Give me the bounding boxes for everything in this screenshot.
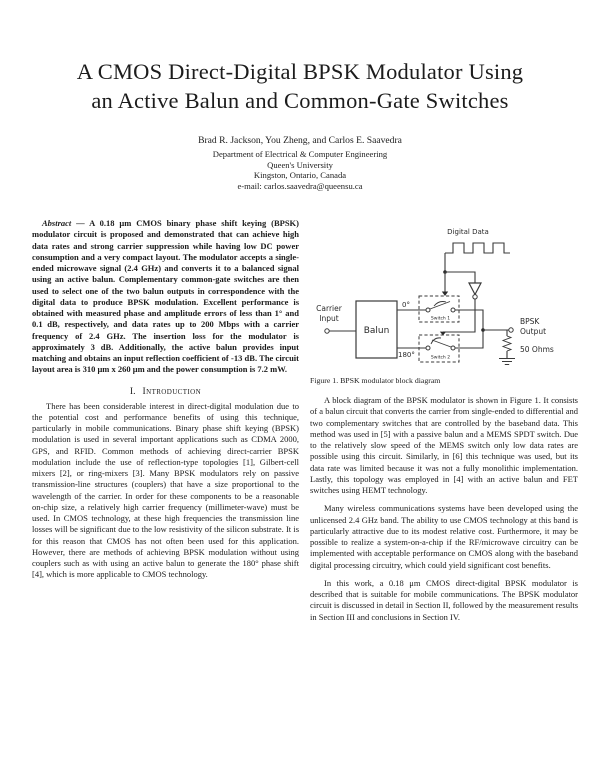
switch2-right-terminal: [451, 346, 455, 350]
abstract-paragraph: [32, 218, 299, 376]
affiliation-university: Queen's University: [267, 159, 333, 170]
paper-title: [0, 57, 600, 115]
figure1-caption: Figure 1. BPSK modulator block diagram: [310, 376, 441, 385]
section-number: I.: [129, 385, 136, 397]
body-paragraph-1: A block diagram of the BPSK modulator is shown in Figure 1. It consists of a balun circuit that converts the carrier from single-ended to differential and two complementary switches that are controlled by the baseband data. This method was used in [5] with a passive balun and a MEMS SPDT switch. Due to the relatively slow speed of the MEMS switch only low data rates are possible using this circuit. Similarly, in [6] this technique was used, but its data rate was limited because it was not a fully monolithic implementation. Lastly, this topology was employed in [4] with an active balun and FET switches using HEMT technology.: [310, 395, 578, 495]
affiliation-city: Kingston, Ontario, Canada: [253, 170, 347, 181]
load-label: 50 Ohms: [520, 345, 554, 354]
resistor-icon: [503, 336, 511, 351]
switch2-label: Switch 2: [430, 355, 451, 361]
section-title: Introduction: [142, 385, 202, 397]
inverter-bubble: [473, 295, 477, 299]
authors-line: Brad R. Jackson, You Zheng, and Carlos E. Saavedra: [198, 135, 402, 146]
switch1-right-terminal: [451, 308, 455, 312]
carrier-label-line1: Carrier: [316, 304, 342, 313]
carrier-input-terminal: [325, 329, 329, 333]
intro-paragraph-1: There has been considerable interest in direct-digital modulation due to the potential cost and performance benefits of using this technique, particularly in mobile communications. Binary phase shift keying (BPSK) modulation is used in several important applications such as CDMA 2000, GPS, and RFID. Common methods of achieving direct-carrier BPSK modulation include the use of reflection-type topologies [1], Gilbert-cell mixers [2], or ring-mixers [3]. Many BPSK modulators rely on passive transmission-line structures (couplers) that have a size proportional to the wavelength of the carrier. In order for these components to be a reasonable on-chip size, a relatively high carrier frequency (millimeter-wave) must be used. In CMOS technology, at these high frequencies the transmission line losses will be significant due to the low resistivity of the silicon substrate. It is for this reason that CMOS has not often been used for this application. However, there are methods of achieving BPSK modulation without using couplers such as with using an active balun to generate the 180° phase shift [4], which is more applicable to CMOS technology.: [32, 400, 299, 580]
balun-label: Balun: [363, 326, 390, 336]
phase-0-label: 0°: [402, 301, 410, 309]
paper-title-line1: A CMOS Direct-Digital BPSK Modulator Using: [76, 59, 524, 84]
affiliation-email: e-mail: carlos.saavedra@queensu.ca: [237, 180, 363, 191]
data-to-inverter-wire: [445, 272, 475, 283]
digital-data-label: Digital Data: [447, 228, 489, 236]
bpsk-output-terminal: [509, 328, 513, 332]
figure1-diagram: [310, 222, 578, 374]
abstract-text: — A 0.18 μm CMOS binary phase shift keying (BPSK) modulator circuit is proposed and demonstrated that can achieve high data rates and strong carrier suppression while having low DC power consumption and a very compact layout. The modulator accepts a single-ended microwave signal (2.4 GHz) and converts it to a balanced signal using an active balun. Complementary common-gate switches are then used to select one of the two balun outputs in correspondence with the digital data to produce BPSK modulation. Excellent performance is obtained with measured phase and amplitude errors of less than 1° and 0.1 dB, respectively, and data rates up to 200 Mbps with a carrier frequency of 2.4 GHz. The insertion loss for the modulator is approximately 3 dB. Additionally, the active balun provides input matching and obtains an input reflection coefficient of -13 dB. The circuit layout area is 310 μm x 260 μm and the power consumption is 7.2 mW.: [32, 218, 300, 375]
arrowhead-switch1: [442, 292, 448, 297]
digital-data-waveform: [445, 243, 510, 253]
switch1-left-terminal: [426, 308, 430, 312]
affiliation-department: Department of Electrical & Computer Engineering: [212, 149, 388, 159]
ground-icon: [499, 359, 515, 365]
abstract-label: Abstract: [42, 218, 72, 228]
switch1-label: Switch 1: [430, 316, 451, 322]
switch2-left-terminal: [426, 346, 430, 350]
carrier-label-line2: Input: [319, 314, 339, 323]
body-paragraph-3: In this work, a 0.18 μm CMOS direct-digital BPSK modulator is described that is suitable for mobile communications. The BPSK modulator circuit is discussed in detail in Section II, followed by the measurement results in Section III and conclusions in Section IV.: [310, 577, 578, 622]
section-heading-introduction: [32, 386, 299, 397]
body-paragraph-2: Many wireless communications systems have been developed using the unlicensed 2.4 GHz band. The ability to use CMOS technology at this band is particularly attractive due to its modest relative cost. Furthermore, it may be possible to realize a system-on-a-chip if the RF/microwave circuitry can be implemented with acceptable performance on CMOS along with the baseband digital processing circuitry, which could yield significant cost benefits.: [310, 503, 578, 570]
author-block: [0, 135, 600, 191]
bpsk-output-label-line2: Output: [520, 327, 547, 336]
right-column: [310, 222, 578, 623]
phase-180-label: 180°: [398, 351, 415, 359]
switch1-arm: [430, 302, 450, 310]
left-column: [32, 218, 299, 581]
bpsk-output-label-line1: BPSK: [520, 317, 540, 326]
paper-title-line2: an Active Balun and Common-Gate Switches: [91, 88, 509, 113]
inverter-icon: [469, 283, 481, 295]
switch2-arm: [432, 340, 451, 347]
